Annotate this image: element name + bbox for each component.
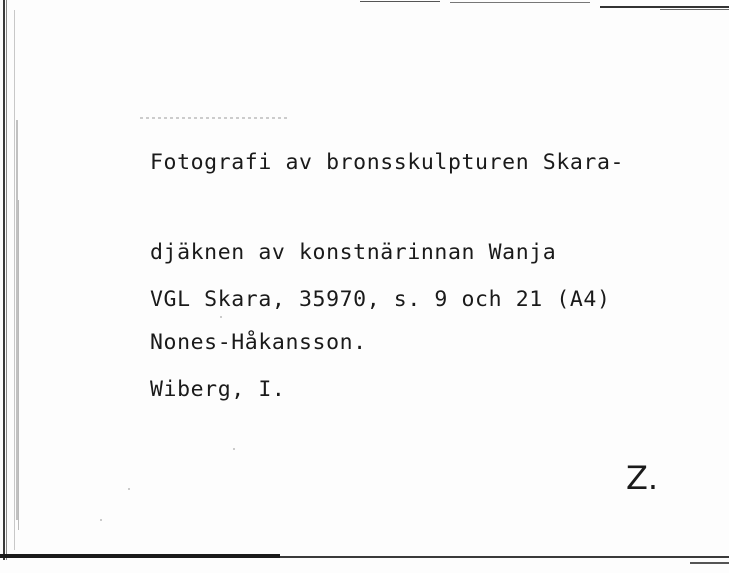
handwritten-mark: Z.: [626, 459, 659, 497]
description-line: Nones-Håkansson.: [150, 330, 367, 355]
card-bottom-edge: [0, 548, 729, 573]
description-line: djäknen av konstnärinnan Wanja: [150, 240, 557, 265]
reference-line: VGL Skara, 35970, s. 9 och 21 (A4): [150, 287, 611, 312]
card-reference: [150, 225, 611, 465]
scan-speck: [220, 316, 222, 318]
scan-speck: [233, 448, 235, 450]
description-line: Fotografi av bronsskulpturen Skara-: [150, 150, 625, 175]
card-left-edge: [0, 0, 22, 573]
scan-speck: [100, 519, 102, 521]
scan-speck: [128, 488, 130, 490]
reference-line: Wiberg, I.: [150, 377, 286, 402]
card-top-edge: [360, 0, 729, 14]
